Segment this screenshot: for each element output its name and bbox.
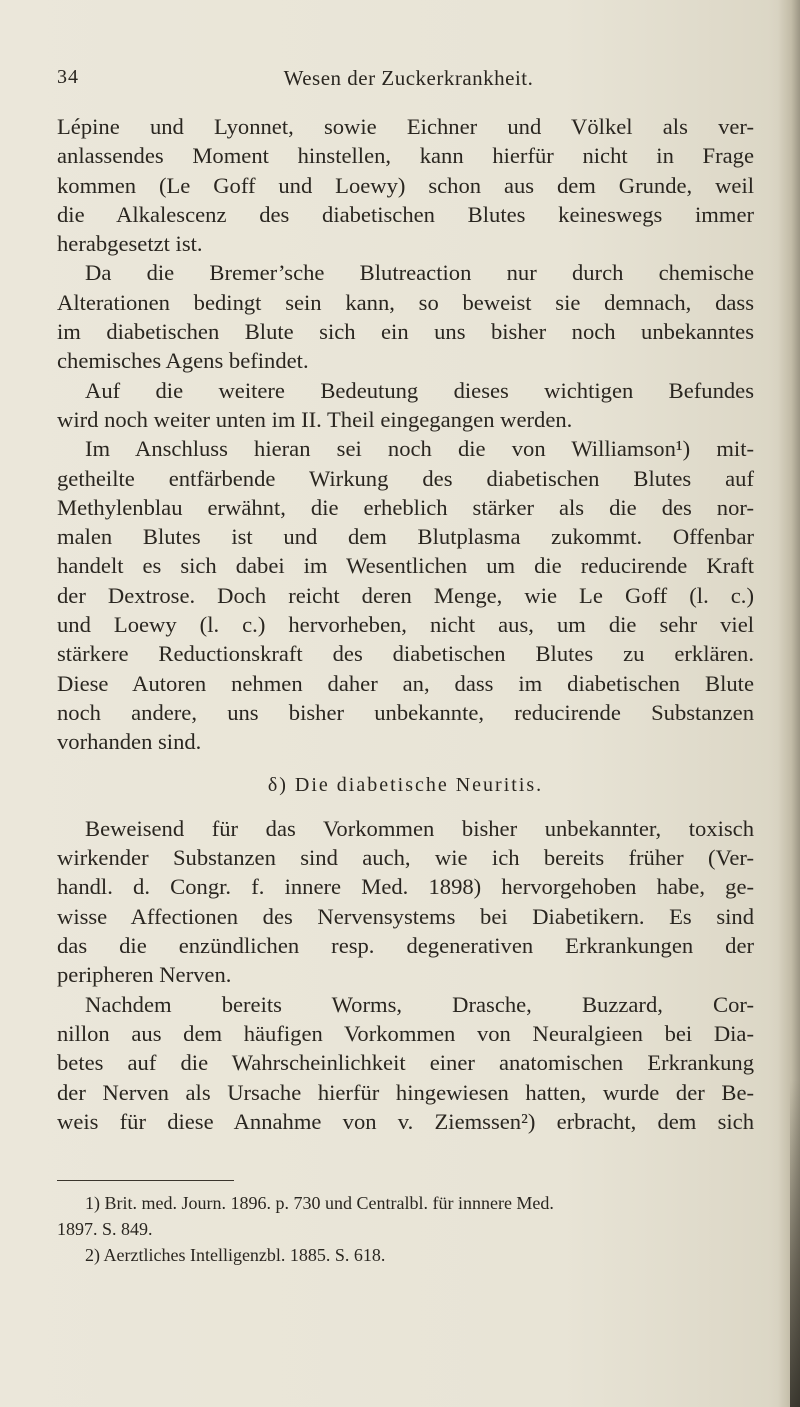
section-paragraphs [57, 814, 754, 1136]
text-line: handelt es sich dabei im Wesentlichen um die reducirende Kraft [57, 553, 754, 579]
body-paragraphs [57, 112, 754, 757]
text-line: der Nerven als Ursache hierfür hingewiesen hatten, wurde der Be- [57, 1079, 754, 1105]
text-line: handl. d. Congr. f. innere Med. 1898) hervorgehoben habe, ge- [57, 874, 754, 900]
text-line: und Loewy (l. c.) hervorheben, nicht aus, um die sehr viel [57, 612, 754, 638]
text-line: Auf die weitere Bedeutung dieses wichtigen Befundes [85, 377, 754, 403]
text-line: weis für diese Annahme von v. Ziemssen²) erbracht, dem sich [57, 1108, 754, 1134]
text-line: betes auf die Wahrscheinlichkeit einer anatomischen Erkrankung [57, 1050, 754, 1076]
text-line: chemisches Agens befindet. [57, 348, 309, 374]
text-line: Diese Autoren nehmen daher an, dass im diabetischen Blute [57, 670, 754, 696]
main-text [57, 112, 754, 1136]
text-line: getheilte entfärbende Wirkung des diabetischen Blutes auf [57, 465, 754, 491]
page-header [57, 66, 757, 96]
text-line: anlassendes Moment hinstellen, kann hierfür nicht in Frage [57, 143, 754, 169]
text-line: wisse Affectionen des Nervensystems bei Diabetikern. Es sind [57, 903, 754, 929]
text-line: wird noch weiter unten im II. Theil eingegangen werden. [57, 406, 573, 432]
text-line: die Alkalescenz des diabetischen Blutes keineswegs immer [57, 201, 754, 227]
text-line: Lépine und Lyonnet, sowie Eichner und Völkel als ver- [57, 114, 754, 139]
footnote-rule [57, 1180, 234, 1181]
text-line: Nachdem bereits Worms, Drasche, Buzzard, Cor- [85, 991, 754, 1017]
text-line: der Dextrose. Doch reicht deren Menge, wie Le Goff (l. c.) [57, 582, 754, 608]
text-line: wirkender Substanzen sind auch, wie ich bereits früher (Ver- [57, 845, 754, 871]
running-title: Wesen der Zuckerkrankheit. [283, 66, 534, 90]
text-line: vorhanden sind. [57, 729, 202, 755]
text-line: nillon aus dem häufigen Vorkommen von Neuralgieen bei Dia- [57, 1020, 754, 1046]
text-line: peripheren Nerven. [57, 962, 232, 988]
text-line: im diabetischen Blute sich ein uns bisher noch unbekanntes [57, 319, 754, 345]
text-line: Beweisend für das Vorkommen bisher unbekannter, toxisch [85, 815, 754, 841]
text-line: kommen (Le Goff und Loewy) schon aus dem Grunde, weil [57, 172, 754, 198]
text-line: Alterationen bedingt sein kann, so beweist sie demnach, dass [57, 289, 754, 315]
text-line: Da die Bremer’sche Blutreaction nur durch chemische [85, 260, 754, 286]
text-line: Methylenblau erwähnt, die erheblich stärker als die des nor- [57, 494, 754, 520]
text-line: herabgesetzt ist. [57, 231, 203, 257]
section-heading: δ) Die diabetische Neuritis. [267, 773, 544, 796]
page-number: 34 [57, 66, 79, 88]
footnotes [57, 1190, 754, 1268]
text-line: Im Anschluss hieran sei noch die von Williamson¹) mit- [85, 436, 754, 462]
text-line: noch andere, uns bisher unbekannte, reducirende Substanzen [57, 699, 754, 725]
text-line: das die enzündlichen resp. degenerativen Erkrankungen der [57, 933, 754, 959]
footnote: 1897. S. 849. [57, 1219, 153, 1239]
text-line: stärkere Reductionskraft des diabetischen Blutes zu erklären. [57, 641, 754, 667]
footnote: 2) Aerztliches Intelligenzbl. 1885. S. 618. [85, 1245, 386, 1265]
page-edge-dark [790, 1080, 800, 1407]
footnote: 1) Brit. med. Journ. 1896. p. 730 und Centralbl. für innnere Med. [85, 1193, 554, 1213]
text-line: malen Blutes ist und dem Blutplasma zukommt. Offenbar [57, 524, 754, 550]
